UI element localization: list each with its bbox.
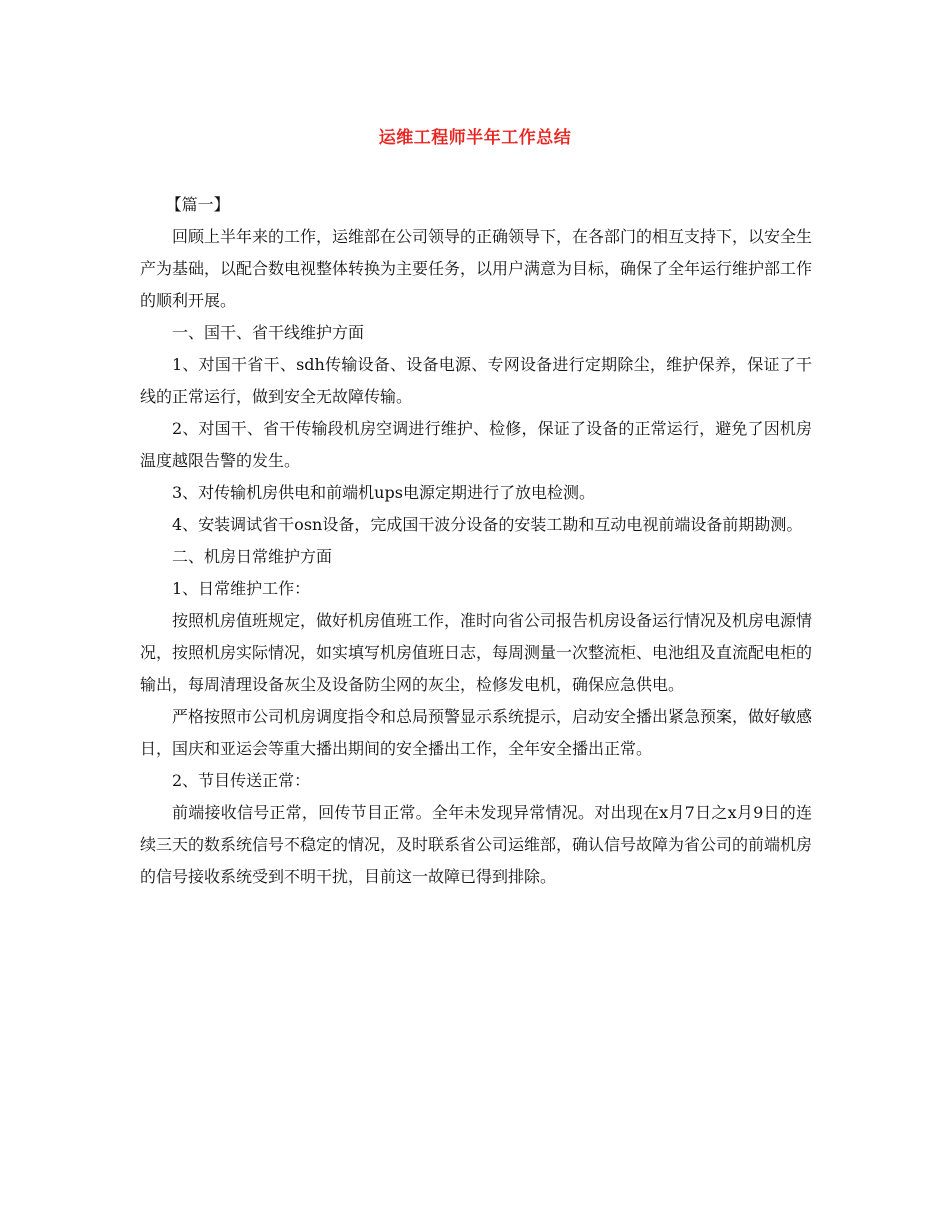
paragraph: 2、对国干、省干传输段机房空调进行维护、检修，保证了设备的正常运行，避免了因机房温度越限告警的发生。 [140, 419, 812, 470]
paragraph: 按照机房值班规定，做好机房值班工作，准时向省公司报告机房设备运行情况及机房电源情况，按照机房实际情况，如实填写机房值班日志，每周测量一次整流柜、电池组及直流配电柜的输出，每周清理设备灰尘及设备防尘网的灰尘，检修发电机，确保应急供电。 [140, 611, 813, 694]
paragraph: 1、对国干省干、sdh传输设备、设备电源、专网设备进行定期除尘，维护保养，保证了干线的正常运行，做到安全无故障传输。 [140, 355, 812, 406]
paragraph: 2、节目传送正常： [172, 771, 311, 790]
paragraph: 一、国干、省干线维护方面 [172, 323, 365, 342]
paragraph: 严格按照市公司机房调度指令和总局预警显示系统提示，启动安全播出紧急预案，做好敏感日，国庆和亚运会等重大播出期间的安全播出工作，全年安全播出正常。 [140, 707, 813, 758]
document-body [140, 189, 812, 893]
document-title: 运维工程师半年工作总结 [378, 128, 572, 148]
paragraph: 回顾上半年来的工作，运维部在公司领导的正确领导下，在各部门的相互支持下，以安全生产为基础，以配合数电视整体转换为主要任务，以用户满意为目标，确保了全年运行维护部工作的顺利开展。 [140, 227, 813, 310]
section-heading: 【篇一】 [165, 195, 230, 214]
paragraph: 前端接收信号正常，回传节目正常。全年未发现异常情况。对出现在x月7日之x月9日的连续三天的数系统信号不稳定的情况，及时联系省公司运维部，确认信号故障为省公司的前端机房的信号接收系统受到不明干扰，目前这一故障已得到排除。 [140, 803, 813, 886]
paragraph: 4、安装调试省干osn设备，完成国干波分设备的安装工勘和互动电视前端设备前期勘测。 [172, 515, 803, 534]
paragraph: 二、机房日常维护方面 [172, 547, 333, 566]
paragraph: 3、对传输机房供电和前端机ups电源定期进行了放电检测。 [172, 483, 595, 502]
paragraph: 1、日常维护工作： [172, 579, 311, 598]
